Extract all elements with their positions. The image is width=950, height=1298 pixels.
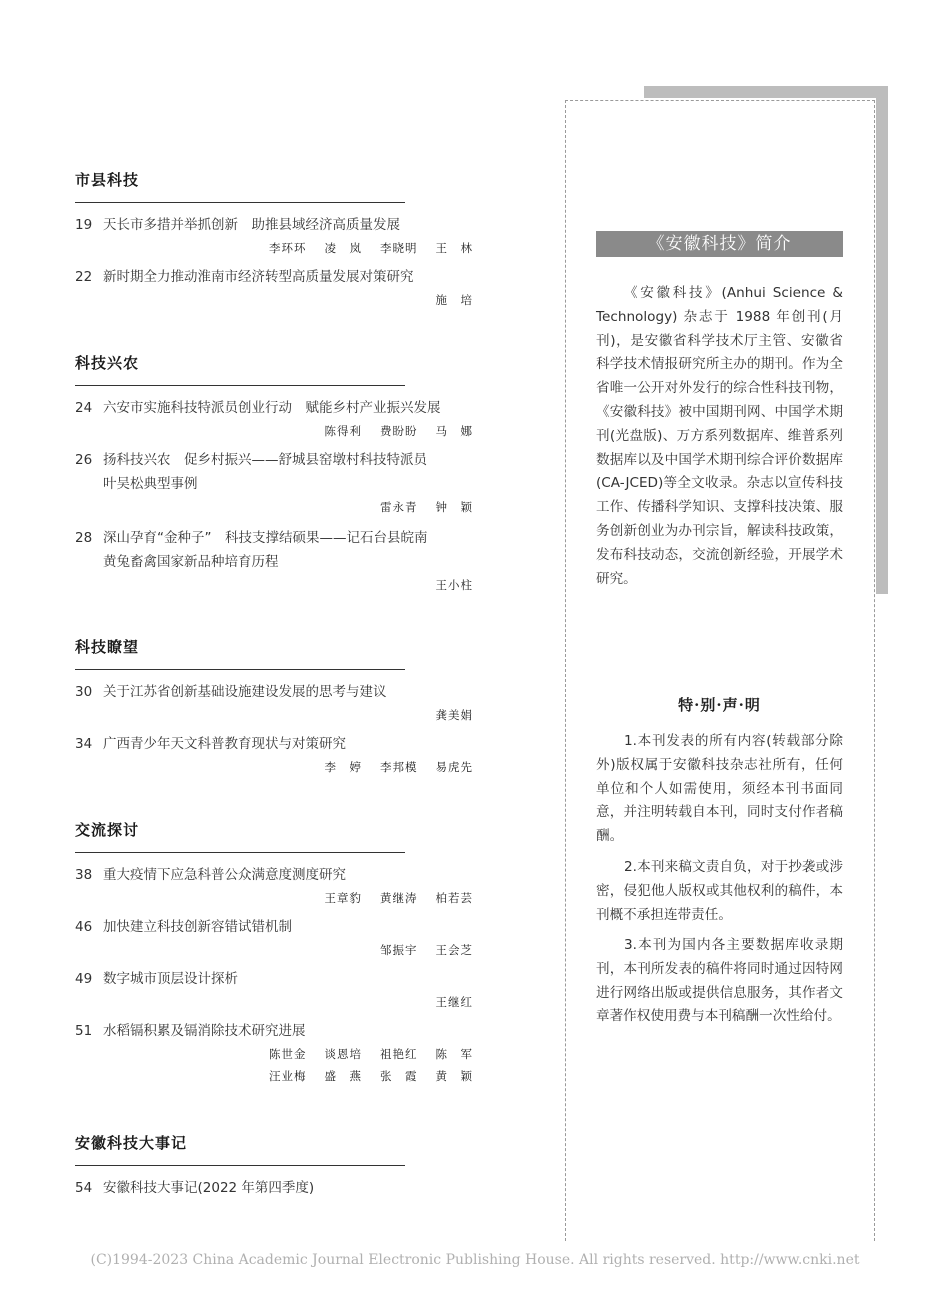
toc-section [75, 637, 473, 774]
toc-entry[interactable] [75, 448, 473, 518]
article-title: 加快建立科技创新容错试错机制 [103, 919, 292, 935]
article-title: 重大疫情下应急科普公众满意度测度研究 [103, 867, 346, 883]
page-number: 24 [75, 400, 93, 416]
toc-section [75, 820, 473, 1083]
declaration-item: 2.本刊来稿文责自负，对于抄袭或涉密，侵犯他人版权或其他权利的稿件，本刊概不承担连带责任。 [596, 859, 843, 923]
article-authors: 王章豹 黄继涛 柏若芸 [324, 891, 473, 905]
toc-entry[interactable] [75, 863, 473, 909]
article-title: 关于江苏省创新基础设施建设发展的思考与建议 [103, 684, 387, 700]
article-authors: 王继红 [435, 995, 473, 1009]
intro-title: 《安徽科技》简介 [596, 231, 843, 257]
article-title: 广西青少年天文科普教育现状与对策研究 [103, 736, 346, 752]
decorative-bar-right [876, 86, 888, 594]
article-title: 天长市多措并举抓创新 助推县域经济高质量发展 [103, 217, 400, 233]
article-title-continued: 黄兔畜禽国家新品种培育历程 [103, 554, 279, 570]
page-number: 34 [75, 736, 93, 752]
article-title: 安徽科技大事记(2022 年第四季度) [103, 1180, 315, 1196]
page-number: 49 [75, 971, 93, 987]
article-title: 六安市实施科技特派员创业行动 赋能乡村产业振兴发展 [103, 400, 441, 416]
article-authors: 陈得利 费盼盼 马 娜 [324, 424, 473, 438]
section-divider [75, 669, 405, 670]
page-number: 19 [75, 217, 93, 233]
toc-entry[interactable] [75, 526, 473, 596]
toc-entry[interactable] [75, 396, 473, 442]
page-number: 54 [75, 1180, 93, 1196]
toc-entry[interactable] [75, 213, 473, 259]
copyright-footer: (C)1994-2023 China Academic Journal Electronic Publishing House. All rights reserved. http://www.cnki.net [90, 1252, 860, 1268]
toc-entry[interactable] [75, 1019, 473, 1087]
toc-section [75, 353, 473, 592]
page-number: 51 [75, 1023, 93, 1039]
toc-entry[interactable] [75, 732, 473, 778]
toc-entry[interactable] [75, 265, 473, 311]
section-title: 交流探讨 [75, 821, 140, 839]
article-authors: 邹振宇 王会芝 [380, 943, 473, 957]
article-authors: 陈世金 谈恩培 祖艳红 陈 军 [269, 1047, 473, 1061]
page-number: 38 [75, 867, 93, 883]
section-title: 市县科技 [75, 171, 140, 189]
section-title: 科技瞭望 [75, 638, 140, 656]
toc-entry[interactable] [75, 915, 473, 961]
article-title-continued: 叶吴松典型事例 [103, 476, 198, 492]
toc-section [75, 1133, 473, 1196]
page-number: 30 [75, 684, 93, 700]
article-authors: 施 培 [435, 293, 473, 307]
section-title: 科技兴农 [75, 354, 140, 372]
toc-section [75, 170, 473, 307]
toc-entry[interactable] [75, 1176, 473, 1200]
section-divider [75, 385, 405, 386]
decorative-bar-top [644, 86, 888, 98]
page-number: 26 [75, 452, 93, 468]
page-number: 22 [75, 269, 93, 285]
section-title: 安徽科技大事记 [75, 1134, 188, 1152]
article-title: 扬科技兴农 促乡村振兴——舒城县窑墩村科技特派员 [103, 452, 427, 468]
article-title: 深山孕育“金种子” 科技支撑结硕果——记石台县皖南 [103, 530, 428, 546]
sidebar-dashed-frame [565, 100, 875, 1241]
article-authors: 汪业梅 盛 燕 张 霞 黄 颖 [269, 1069, 473, 1083]
article-authors: 王小柱 [435, 578, 473, 592]
article-title: 水稻镉积累及镉消除技术研究进展 [103, 1023, 306, 1039]
article-authors: 雷永青 钟 颖 [380, 500, 473, 514]
page-number: 28 [75, 530, 93, 546]
article-authors: 李 婷 李邦模 易虎先 [324, 760, 473, 774]
declaration-item: 1.本刊发表的所有内容(转载部分除外)版权属于安徽科技杂志社所有，任何单位和个人如需使用，须经本刊书面同意，并注明转载自本刊，同时支付作者稿酬。 [596, 733, 843, 845]
page-number: 46 [75, 919, 93, 935]
section-divider [75, 202, 405, 203]
section-divider [75, 852, 405, 853]
toc-entry[interactable] [75, 967, 473, 1013]
article-title: 数字城市顶层设计探析 [103, 971, 238, 987]
article-title: 新时期全力推动淮南市经济转型高质量发展对策研究 [103, 269, 414, 285]
section-divider [75, 1165, 405, 1166]
declaration-title: 特·别·声·明 [678, 696, 761, 714]
declaration-item: 3.本刊为国内各主要数据库收录期刊，本刊所发表的稿件将同时通过因特网进行网络出版或提供信息服务，其作者文章著作权使用费与本刊稿酬一次性给付。 [596, 937, 843, 1025]
intro-text: 《安徽科技》(Anhui Science & Technology) 杂志于 1988 年创刊(月刊)，是安徽省科学技术厅主管、安徽省科学技术情报研究所主办的期刊。作为全省唯一公开对外发行的综合性科技刊物，《安徽科技》被中国期刊网、中国学术期刊(光盘版)、万方系列数据库、维普系列数据库以及中国学术期刊综合评价数据库(CA-JCED)等全文收录。杂志以宣传科技工作、传播科学知识、支撑科技决策、服务创新创业为办刊宗旨，解读科技政策，发布科技动态，交流创新经验，开展学术研究。 [596, 285, 843, 587]
article-authors: 龚美娟 [435, 708, 473, 722]
article-authors: 李环环 凌 岚 李晓明 王 林 [269, 241, 473, 255]
toc-entry[interactable] [75, 680, 473, 726]
